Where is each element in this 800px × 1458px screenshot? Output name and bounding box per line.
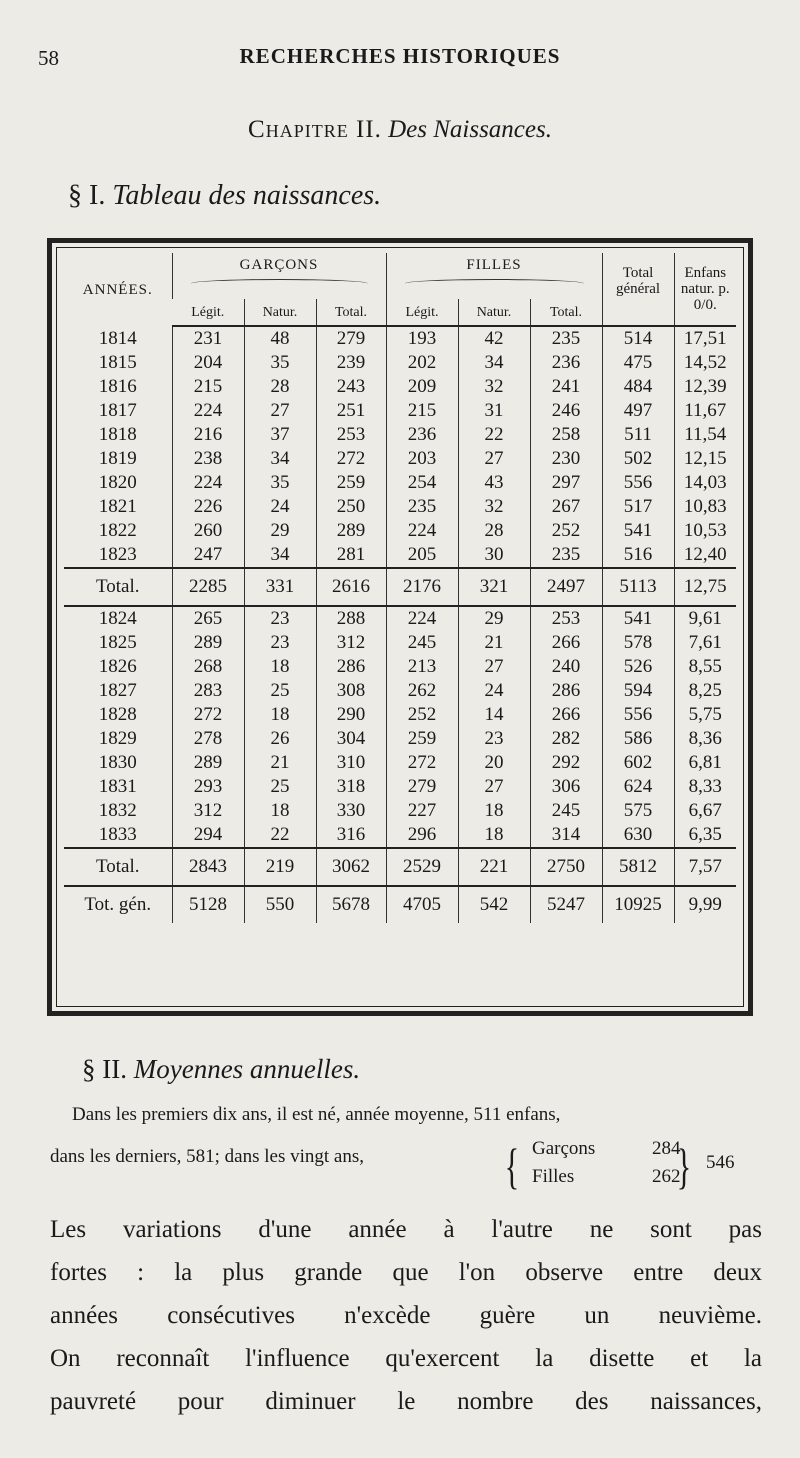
table-cell: 10,83: [674, 495, 736, 519]
table-cell: 37: [244, 423, 316, 447]
moyennes-line-1: Dans les premiers dix ans, il est né, année moyenne, 511 enfans,: [72, 1104, 561, 1125]
births-table-frame: [47, 238, 753, 1016]
table-cell: 5128: [172, 886, 244, 923]
table-cell: 511: [602, 423, 674, 447]
moyennes-sum: 546: [706, 1152, 735, 1173]
filles-row: [532, 1166, 681, 1188]
table-cell: 254: [386, 471, 458, 495]
table-cell: 259: [386, 727, 458, 751]
garcons-value: 284: [652, 1138, 681, 1159]
table-cell: 259: [316, 471, 386, 495]
table-cell: 18: [244, 655, 316, 679]
table-cell: 22: [244, 823, 316, 848]
table-cell: 304: [316, 727, 386, 751]
table-cell: 12,75: [674, 568, 736, 606]
header-annees: ANNÉES.: [82, 281, 153, 298]
table-cell: 2497: [530, 568, 602, 606]
filles-value: 262: [652, 1166, 681, 1187]
table-cell: 205: [386, 543, 458, 568]
table-cell: 8,25: [674, 679, 736, 703]
table-cell: 32: [458, 375, 530, 399]
table-cell: 11,67: [674, 399, 736, 423]
table-row: [64, 823, 736, 848]
garcons-row: [532, 1138, 681, 1160]
table-cell: 266: [530, 631, 602, 655]
table-cell: 25: [244, 679, 316, 703]
table-cell: 35: [244, 471, 316, 495]
table-cell: 29: [244, 519, 316, 543]
table-row: [64, 751, 736, 775]
table-cell: 17,51: [674, 326, 736, 351]
chapter-title: Des Naissances.: [388, 116, 552, 143]
table-cell: 289: [172, 631, 244, 655]
table-cell: 8,36: [674, 727, 736, 751]
table-cell: 526: [602, 655, 674, 679]
table-cell: 202: [386, 351, 458, 375]
table-cell: 193: [386, 326, 458, 351]
section-2-mark: § II.: [82, 1054, 127, 1084]
table-cell: 541: [602, 606, 674, 631]
table-cell: 10,53: [674, 519, 736, 543]
table-cell: 251: [316, 399, 386, 423]
table-cell: 238: [172, 447, 244, 471]
body-line: On reconnaît l'influence qu'exercent la disette et la: [50, 1345, 762, 1372]
table-cell: 236: [386, 423, 458, 447]
table-cell: 252: [386, 703, 458, 727]
table-cell: 252: [530, 519, 602, 543]
table-row: [64, 423, 736, 447]
table-cell: 23: [244, 631, 316, 655]
header-filles-natur: Natur.: [458, 299, 530, 326]
table-cell: 282: [530, 727, 602, 751]
table-row: [64, 703, 736, 727]
table-cell: 213: [386, 655, 458, 679]
table-cell: 5,75: [674, 703, 736, 727]
table-cell: 27: [458, 775, 530, 799]
table-cell: 28: [458, 519, 530, 543]
year-cell: 1814: [98, 327, 137, 349]
table-cell: 26: [244, 727, 316, 751]
year-cell: 1825: [98, 632, 137, 653]
table-cell: 278: [172, 727, 244, 751]
year-cell: 1815: [98, 352, 137, 373]
table-cell: 7,57: [674, 848, 736, 886]
body-line: Les variations d'une année à l'autre ne sont pas: [50, 1216, 762, 1243]
table-cell: 484: [602, 375, 674, 399]
table-cell: 294: [172, 823, 244, 848]
header-enfans-natur: Enfans natur. p. 0/0.: [674, 253, 736, 326]
table-cell: 7,61: [674, 631, 736, 655]
year-cell: 1821: [98, 496, 137, 517]
table-cell: 279: [386, 775, 458, 799]
table-cell: 475: [602, 351, 674, 375]
table-cell: 297: [530, 471, 602, 495]
year-cell: 1819: [98, 448, 137, 469]
table-cell: 215: [386, 399, 458, 423]
table-cell: 10925: [602, 886, 674, 923]
table-row: [64, 399, 736, 423]
year-cell: 1824: [64, 606, 172, 631]
table-cell: 330: [316, 799, 386, 823]
table-cell: 630: [602, 823, 674, 848]
table-cell: 602: [602, 751, 674, 775]
table-row: [64, 679, 736, 703]
table-cell: 43: [458, 471, 530, 495]
header-filles-total: Total.: [530, 299, 602, 326]
table-cell: 2529: [386, 848, 458, 886]
table-cell: 2285: [172, 568, 244, 606]
table-cell: 286: [316, 655, 386, 679]
table-cell: 267: [530, 495, 602, 519]
table-cell: 2616: [316, 568, 386, 606]
total-label: Total.: [64, 848, 172, 886]
table-cell: 541: [602, 519, 674, 543]
table-cell: 24: [244, 495, 316, 519]
table-cell: 550: [244, 886, 316, 923]
table-cell: 5113: [602, 568, 674, 606]
table-cell: 235: [530, 543, 602, 568]
table-cell: 28: [244, 375, 316, 399]
table-cell: 318: [316, 775, 386, 799]
header-garcons-legit: Légit.: [172, 299, 244, 326]
table-cell: 5678: [316, 886, 386, 923]
table-cell: 236: [530, 351, 602, 375]
section-2-title: Moyennes annuelles.: [133, 1054, 361, 1084]
header-garcons-total: Total.: [316, 299, 386, 326]
table-cell: 224: [386, 606, 458, 631]
table-cell: 272: [386, 751, 458, 775]
table-cell: 14,52: [674, 351, 736, 375]
table-cell: 286: [530, 679, 602, 703]
table-row: [64, 631, 736, 655]
table-cell: 215: [172, 375, 244, 399]
table-cell: 9,61: [674, 606, 736, 631]
table-cell: 32: [458, 495, 530, 519]
section-2-heading: [82, 1054, 360, 1085]
table-cell: 6,35: [674, 823, 736, 848]
table-cell: 321: [458, 568, 530, 606]
year-cell: 1817: [98, 400, 137, 421]
table-cell: 289: [172, 751, 244, 775]
section-1-heading: [68, 180, 381, 212]
table-cell: 5247: [530, 886, 602, 923]
section-1-mark: § I.: [68, 180, 106, 211]
table-cell: 6,67: [674, 799, 736, 823]
table-cell: 306: [530, 775, 602, 799]
right-brace-icon: }: [676, 1138, 692, 1194]
table-cell: 24: [458, 679, 530, 703]
table-cell: 292: [530, 751, 602, 775]
table-cell: 283: [172, 679, 244, 703]
births-table-body: [64, 326, 736, 923]
table-cell: 5812: [602, 848, 674, 886]
table-cell: 11,54: [674, 423, 736, 447]
running-head: RECHERCHES HISTORIQUES: [239, 44, 561, 68]
table-cell: 250: [316, 495, 386, 519]
table-cell: 25: [244, 775, 316, 799]
table-cell: 18: [244, 703, 316, 727]
table-cell: 18: [244, 799, 316, 823]
body-line: années consécutives n'excède guère un neuvième.: [50, 1302, 762, 1329]
table-cell: 22: [458, 423, 530, 447]
table-cell: 331: [244, 568, 316, 606]
table-cell: 27: [458, 655, 530, 679]
table-cell: 204: [172, 351, 244, 375]
table-cell: 281: [316, 543, 386, 568]
total-row: [64, 848, 736, 886]
table-cell: 272: [172, 703, 244, 727]
table-cell: 224: [386, 519, 458, 543]
table-cell: 226: [172, 495, 244, 519]
table-cell: 224: [172, 399, 244, 423]
table-cell: 14,03: [674, 471, 736, 495]
year-cell: 1829: [98, 728, 137, 749]
year-cell: 1833: [98, 824, 137, 845]
table-row: [64, 519, 736, 543]
table-cell: 48: [244, 326, 316, 351]
table-cell: 497: [602, 399, 674, 423]
header-filles-legit: Légit.: [386, 299, 458, 326]
table-cell: 260: [172, 519, 244, 543]
table-cell: 27: [244, 399, 316, 423]
year-cell: 1827: [98, 680, 137, 701]
table-cell: 289: [316, 519, 386, 543]
year-cell: 1826: [98, 656, 137, 677]
table-cell: 245: [530, 799, 602, 823]
table-cell: 290: [316, 703, 386, 727]
table-cell: 29: [458, 606, 530, 631]
table-cell: 253: [530, 606, 602, 631]
table-row: [64, 326, 736, 351]
table-cell: 542: [458, 886, 530, 923]
year-cell: 1832: [98, 800, 137, 821]
table-cell: 2176: [386, 568, 458, 606]
header-filles: FILLES: [386, 253, 602, 299]
table-cell: 514: [602, 326, 674, 351]
table-cell: 230: [530, 447, 602, 471]
table-cell: 227: [386, 799, 458, 823]
table-row: [64, 727, 736, 751]
table-row: [64, 606, 736, 631]
table-cell: 23: [244, 606, 316, 631]
table-cell: 312: [316, 631, 386, 655]
table-cell: 18: [458, 799, 530, 823]
table-cell: 203: [386, 447, 458, 471]
table-cell: 624: [602, 775, 674, 799]
table-cell: 575: [602, 799, 674, 823]
table-row: [64, 375, 736, 399]
section-1-title: Tableau des naissances.: [112, 180, 382, 211]
table-row: [64, 655, 736, 679]
chapter-label: Chapitre II.: [248, 116, 382, 143]
table-cell: 216: [172, 423, 244, 447]
moyennes-brace-block: [500, 1136, 760, 1196]
table-cell: 312: [172, 799, 244, 823]
table-cell: 262: [386, 679, 458, 703]
table-cell: 235: [386, 495, 458, 519]
table-cell: 253: [316, 423, 386, 447]
header-garcons-natur: Natur.: [244, 299, 316, 326]
table-cell: 14: [458, 703, 530, 727]
year-cell: 1822: [98, 520, 137, 541]
table-cell: 23: [458, 727, 530, 751]
table-cell: 265: [172, 606, 244, 631]
page-number: 58: [38, 46, 59, 70]
table-row: [64, 495, 736, 519]
left-brace-icon: {: [504, 1138, 520, 1194]
moyennes-line-2: dans les derniers, 581; dans les vingt ans,: [50, 1146, 364, 1167]
header-total-general: Total général: [602, 253, 674, 326]
table-cell: 288: [316, 606, 386, 631]
table-cell: 21: [458, 631, 530, 655]
table-cell: 221: [458, 848, 530, 886]
table-cell: 12,15: [674, 447, 736, 471]
year-cell: 1828: [98, 704, 137, 725]
body-line: fortes : la plus grande que l'on observe entre deux: [50, 1259, 762, 1286]
table-cell: 240: [530, 655, 602, 679]
table-cell: 266: [530, 703, 602, 727]
year-cell: 1818: [98, 424, 137, 445]
table-cell: 516: [602, 543, 674, 568]
total-row: [64, 568, 736, 606]
table-cell: 502: [602, 447, 674, 471]
table-cell: 246: [530, 399, 602, 423]
table-row: [64, 471, 736, 495]
table-cell: 6,81: [674, 751, 736, 775]
table-row: [64, 775, 736, 799]
table-cell: 21: [244, 751, 316, 775]
total-row: [64, 886, 736, 923]
table-cell: 272: [316, 447, 386, 471]
table-row: [64, 351, 736, 375]
table-cell: 34: [244, 543, 316, 568]
table-cell: 9,99: [674, 886, 736, 923]
table-cell: 30: [458, 543, 530, 568]
table-cell: 27: [458, 447, 530, 471]
table-cell: 34: [458, 351, 530, 375]
table-cell: 224: [172, 471, 244, 495]
total-label: Tot. gén.: [64, 886, 172, 923]
table-cell: 231: [172, 326, 244, 351]
table-cell: 316: [316, 823, 386, 848]
table-cell: 35: [244, 351, 316, 375]
table-cell: 219: [244, 848, 316, 886]
table-cell: 268: [172, 655, 244, 679]
table-cell: 258: [530, 423, 602, 447]
table-row: [64, 543, 736, 568]
table-cell: 239: [316, 351, 386, 375]
births-table: [64, 253, 736, 923]
total-label: Total.: [64, 568, 172, 606]
table-row: [64, 799, 736, 823]
table-cell: 209: [386, 375, 458, 399]
body-paragraph: [50, 1208, 762, 1423]
table-cell: 247: [172, 543, 244, 568]
year-cell: 1816: [98, 376, 137, 397]
table-cell: 18: [458, 823, 530, 848]
year-cell: 1830: [98, 752, 137, 773]
year-cell: 1820: [98, 472, 137, 493]
table-cell: 42: [458, 326, 530, 351]
year-cell: 1823: [98, 544, 137, 565]
table-cell: 314: [530, 823, 602, 848]
table-cell: 556: [602, 703, 674, 727]
table-cell: 243: [316, 375, 386, 399]
table-cell: 578: [602, 631, 674, 655]
table-cell: 310: [316, 751, 386, 775]
table-cell: 31: [458, 399, 530, 423]
table-cell: 4705: [386, 886, 458, 923]
filles-label: Filles: [532, 1166, 575, 1187]
table-cell: 8,33: [674, 775, 736, 799]
table-cell: 296: [386, 823, 458, 848]
table-cell: 12,39: [674, 375, 736, 399]
table-cell: 34: [244, 447, 316, 471]
table-cell: 20: [458, 751, 530, 775]
table-cell: 8,55: [674, 655, 736, 679]
table-cell: 235: [530, 326, 602, 351]
garcons-label: Garçons: [532, 1138, 596, 1159]
table-cell: 245: [386, 631, 458, 655]
table-cell: 3062: [316, 848, 386, 886]
year-cell: 1831: [98, 776, 137, 797]
table-cell: 2843: [172, 848, 244, 886]
table-cell: 308: [316, 679, 386, 703]
table-cell: 241: [530, 375, 602, 399]
table-cell: 12,40: [674, 543, 736, 568]
chapter-heading: [0, 116, 800, 144]
table-row: [64, 447, 736, 471]
body-line: pauvreté pour diminuer le nombre des naissances,: [50, 1388, 762, 1415]
table-cell: 586: [602, 727, 674, 751]
table-cell: 293: [172, 775, 244, 799]
header-garcons: GARÇONS: [172, 253, 386, 299]
table-cell: 556: [602, 471, 674, 495]
table-cell: 279: [316, 326, 386, 351]
table-cell: 594: [602, 679, 674, 703]
table-cell: 2750: [530, 848, 602, 886]
table-cell: 517: [602, 495, 674, 519]
